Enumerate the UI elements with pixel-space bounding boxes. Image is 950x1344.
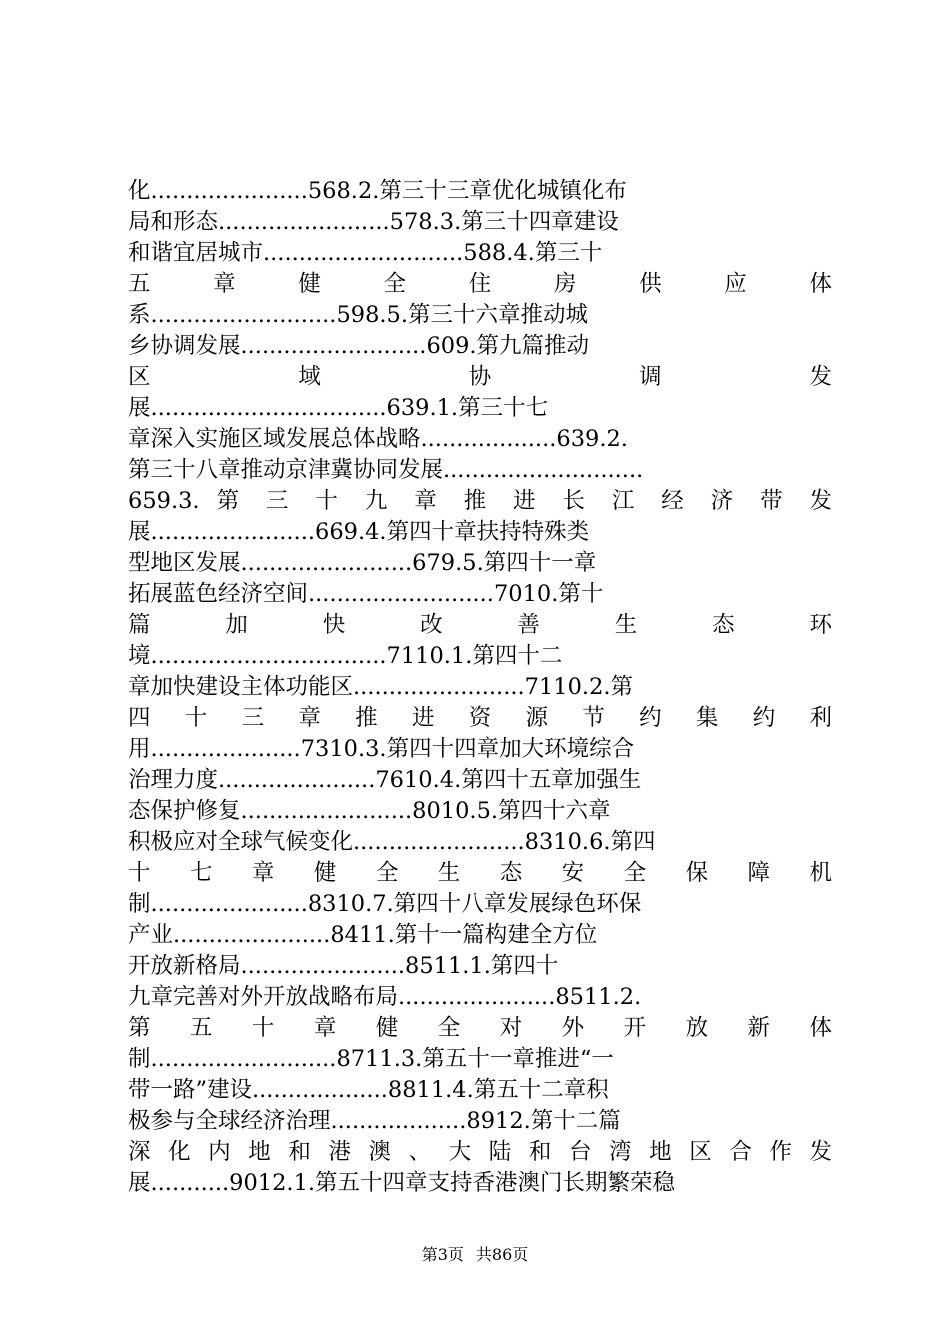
toc-line: 带一路”建设...................8811.4.第五十二章积 <box>128 1077 609 1103</box>
toc-line: 五 章 健 全 住 房 供 应 体 <box>128 271 832 297</box>
toc-line: 拓展蓝色经济空间..........................7010.第十 <box>128 581 604 607</box>
toc-line: 第三十八章推动京津冀协同发展............................ <box>128 457 644 483</box>
toc-line: 积极应对全球气候变化........................8310.6.第四 <box>128 829 656 855</box>
page-number: 第3页 <box>421 1245 464 1264</box>
toc-line: 产业......................8411.第十一篇构建全方位 <box>128 922 598 948</box>
toc-line: 659.3. 第 三 十 九 章 推 进 长 江 经 济 带 发 <box>128 488 832 514</box>
toc-line: 用.....................7310.3.第四十四章加大环境综合 <box>128 736 635 762</box>
toc-line: 局和形态........................578.3.第三十四章建设 <box>128 209 619 235</box>
toc-line: 章加快建设主体功能区........................7110.2.第 <box>128 674 634 700</box>
toc-line: 第 五 十 章 健 全 对 外 开 放 新 体 <box>128 1015 832 1041</box>
toc-line: 和谐宜居城市............................588.4.第三十 <box>128 240 603 266</box>
toc-line: 展...........9012.1.第五十四章支持香港澳门长期繁荣稳 <box>128 1170 676 1196</box>
toc-line: 四 十 三 章 推 进 资 源 节 约 集 约 利 <box>128 705 832 731</box>
toc-line: 境.................................7110.1.第四十二 <box>128 643 563 669</box>
toc-line: 篇 加 快 改 善 生 态 环 <box>128 612 832 638</box>
toc-line: 区 域 协 调 发 <box>128 364 832 390</box>
toc-line: 态保护修复........................8010.5.第四十六章 <box>128 798 611 824</box>
page-total: 共86页 <box>475 1245 529 1264</box>
toc-line: 极参与全球经济治理...................8912.第十二篇 <box>128 1108 621 1134</box>
toc-line: 系..........................598.5.第三十六章推动城 <box>128 302 589 328</box>
toc-line: 展.......................669.4.第四十章扶持特殊类 <box>128 519 590 545</box>
toc-line: 制..........................8711.3.第五十一章推进“一 <box>128 1046 614 1072</box>
toc-line: 治理力度......................7610.4.第四十五章加强生 <box>128 767 642 793</box>
toc-line: 十 七 章 健 全 生 态 安 全 保 障 机 <box>128 860 832 886</box>
toc-line: 九章完善对外开放战略布局......................8511.2. <box>128 984 642 1010</box>
toc-line: 型地区发展........................679.5.第四十一章 <box>128 550 597 576</box>
toc-line: 章深入实施区域发展总体战略...................639.2. <box>128 426 628 452</box>
toc-line: 化......................568.2.第三十三章优化城镇化布 <box>128 178 627 204</box>
table-of-contents <box>128 176 832 1199</box>
toc-line: 展.................................639.1.第三十七 <box>128 395 549 421</box>
toc-line: 深 化 内 地 和 港 澳 、 大 陆 和 台 湾 地 区 合 作 发 <box>128 1139 832 1165</box>
toc-line: 制......................8310.7.第四十八章发展绿色环保 <box>128 891 642 917</box>
page-footer <box>0 1245 950 1265</box>
toc-line: 乡协调发展..........................609.第九篇推动 <box>128 333 590 359</box>
toc-line: 开放新格局.......................8511.1.第四十 <box>128 953 559 979</box>
